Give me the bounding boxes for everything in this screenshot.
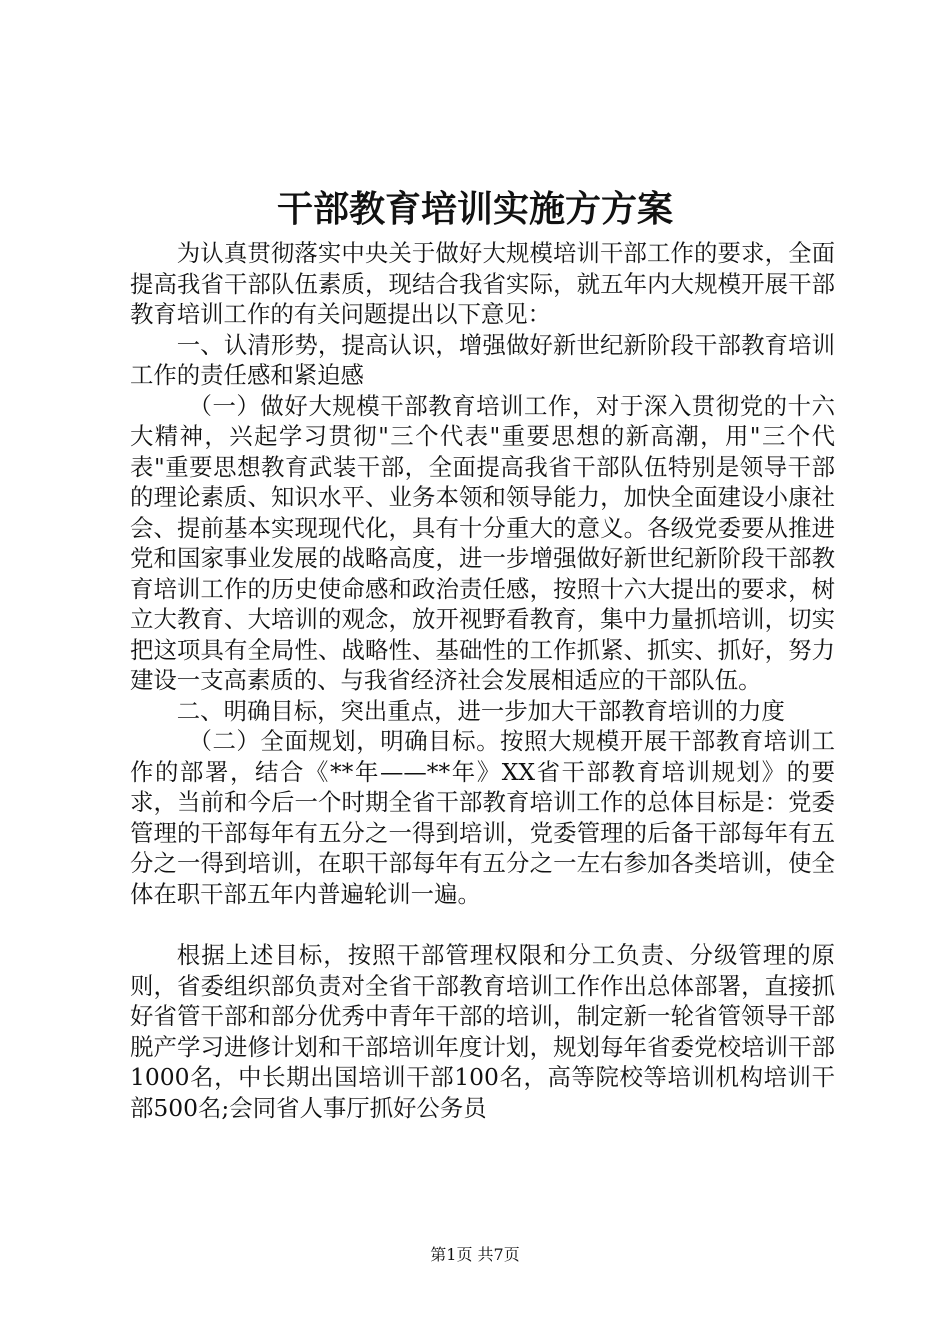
paragraph-section-1-1: （一）做好大规模干部教育培训工作，对于深入贯彻党的十六大精神，兴起学习贯彻"三个代表"重要思想的新高潮，用"三个代表"重要思想教育武装干部，全面提高我省干部队伍特别是领导干部的理论素质、知识水平、业务本领和领导能力，加快全面建设小康社会、提前基本实现现代化，具有十分重大的意义。各级党委要从推进党和国家事业发展的战略高度，进一步增强做好新世纪新阶段干部教育培训工作的历史使命感和政治责任感，按照十六大提出的要求，树立大教育、大培训的观念，放开视野看教育，集中力量抓培训，切实把这项具有全局性、战略性、基础性的工作抓紧、抓实、抓好，努力建设一支高素质的、与我省经济社会发展相适应的干部队伍。 — [130, 391, 835, 694]
paragraph-section-2-1: （二）全面规划，明确目标。按照大规模开展干部教育培训工作的部署，结合《**年——**年》XX省干部教育培训规划》的要求，当前和今后一个时期全省干部教育培训工作的总体目标是：党委管理的干部每年有五分之一得到培训，党委管理的后备干部每年有五分之一得到培训，在职干部每年有五分之一左右参加各类培训，使全体在职干部五年内普遍轮训一遍。 — [130, 727, 835, 908]
document-body — [130, 238, 835, 1123]
page-title: 干部教育培训实施方方案 — [276, 188, 673, 230]
section-heading-2: 二、明确目标，突出重点，进一步加大干部教育培训的力度 — [176, 696, 785, 725]
paragraph-section-2-2: 根据上述目标，按照干部管理权限和分工负责、分级管理的原则，省委组织部负责对全省干部教育培训工作作出总体部署，直接抓好省管干部和部分优秀中青年干部的培训，制定新一轮省管领导干部脱产学习进修计划和干部培训年度计划，规划每年省委党校培训干部1000名，中长期出国培训干部100名，高等院校等培训机构培训干部500名;会同省人事厅抓好公务员 — [130, 941, 835, 1122]
section-heading-1: 一、认清形势，提高认识，增强做好新世纪新阶段干部教育培训工作的责任感和紧迫感 — [130, 330, 835, 389]
paragraph-intro: 为认真贯彻落实中央关于做好大规模培训干部工作的要求，全面提高我省干部队伍素质，现结合我省实际，就五年内大规模开展干部教育培训工作的有关问题提出以下意见： — [130, 239, 835, 328]
page-number-footer: 第1页 共7页 — [430, 1245, 520, 1264]
